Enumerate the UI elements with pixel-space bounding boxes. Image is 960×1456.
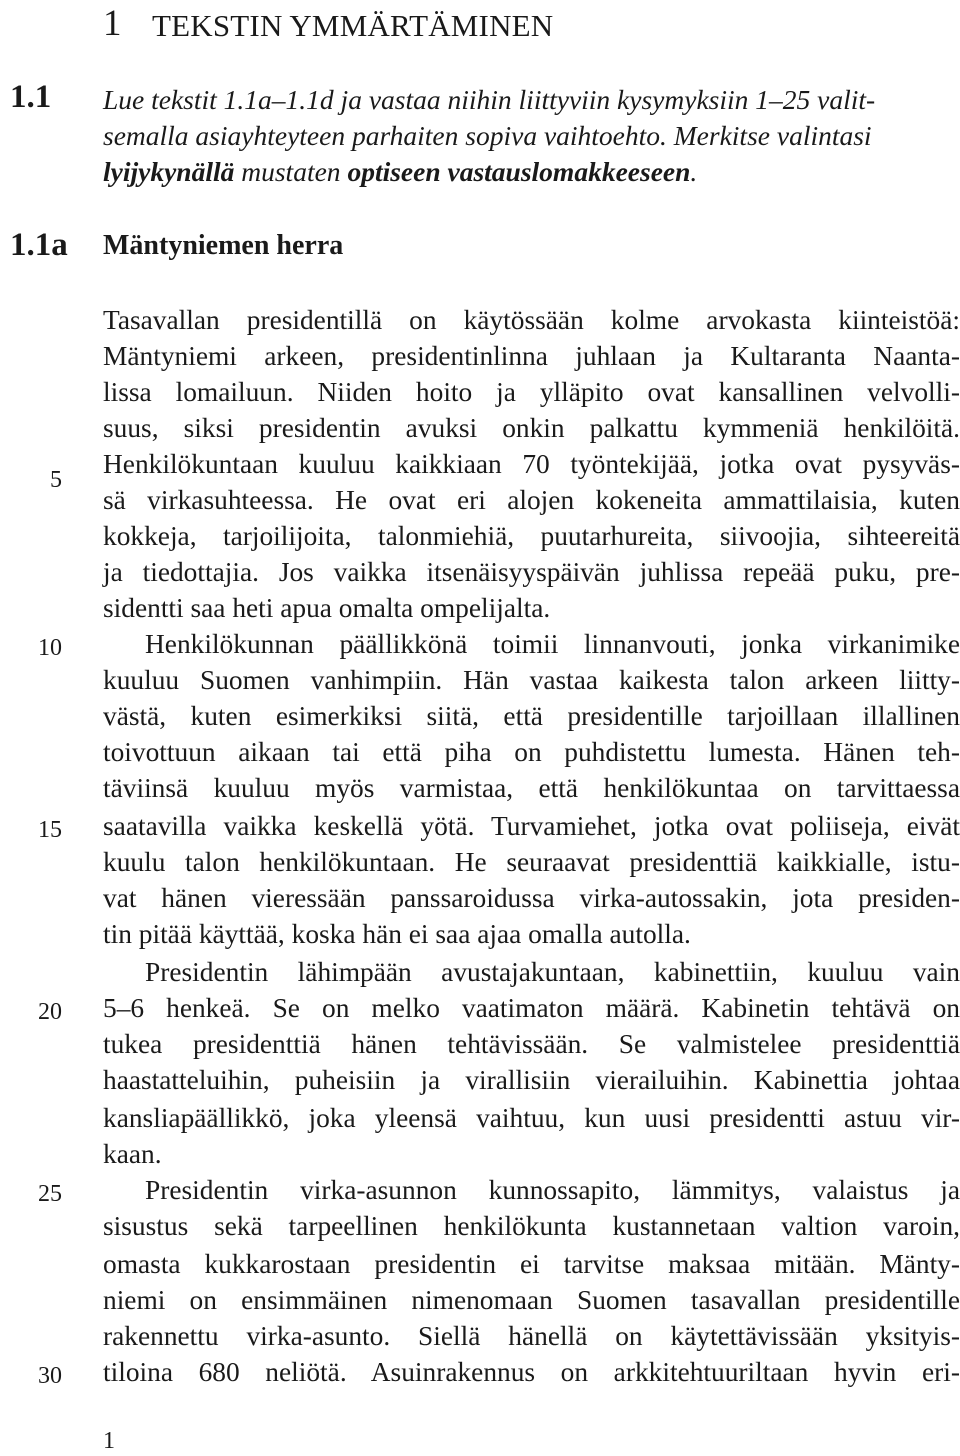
body-text-line: sisustus sekä tarpeellinen henkilökunta kustannetaan valtion varoin, [103, 1211, 960, 1241]
body-text-line: Henkilökuntaan kuuluu kaikkiaan 70 työntekijää, jotka ovat pysyväs- [103, 449, 960, 479]
body-text-line: omasta kukkarostaan presidentin ei tarvitse maksaa mitään. Mänty- [103, 1249, 960, 1279]
body-text-line: tin pitää käyttää, koska hän ei saa ajaa omalla autolla. [103, 919, 691, 949]
instruction-bold-form: optiseen vastauslomakkeeseen [347, 156, 691, 187]
section-label: 1.1a [10, 227, 68, 263]
body-text-line: tukea presidenttiä hänen tehtävissään. Se valmistelee presidenttiä [103, 1029, 960, 1059]
body-text-line: kokkeja, tarjoilijoita, talonmiehiä, puutarhureita, siivoojia, sihteereitä [103, 521, 960, 551]
body-text-line: kuulu talon henkilökuntaan. He seuraavat presidenttiä kaikkialle, istu- [103, 847, 960, 877]
body-text-line: ja tiedottajia. Jos vaikka itsenäisyyspäivän juhlissa repeää puku, pre- [103, 557, 960, 587]
chapter-title: TEKSTIN YMMÄRTÄMINEN [152, 8, 554, 43]
page-number: 1 [103, 1428, 115, 1454]
task-label: 1.1 [10, 79, 52, 115]
body-text-line: kansliapäällikkö, joka yleensä vaihtuu, kun uusi presidentti astuu vir- [103, 1103, 960, 1133]
body-text-line: suus, siksi presidentin avuksi onkin palkattu kymmeniä henkilöitä. [103, 413, 960, 443]
body-text-line: Henkilökunnan päällikkönä toimii linnanvouti, jonka virkanimike [145, 629, 960, 659]
line-number: 10 [38, 635, 62, 661]
instruction-bold-pencil: lyijykynällä [103, 156, 235, 187]
body-text-line: täviinsä kuuluu myös varmistaa, että henkilökuntaa on tarvittaessa [103, 773, 960, 803]
body-text-line: niemi on ensimmäinen nimenomaan Suomen tasavallan presidentille [103, 1285, 960, 1315]
body-text-line: Mäntyniemi arkeen, presidentinlinna juhlaan ja Kultaranta Naanta- [103, 341, 960, 371]
body-text-line: saatavilla vaikka keskellä yötä. Turvamiehet, jotka ovat poliiseja, eivät [103, 811, 960, 841]
body-text-line: haastatteluihin, puheisiin ja virallisiin vierailuihin. Kabinettia johtaa [103, 1065, 960, 1095]
line-number: 25 [38, 1181, 62, 1207]
line-number: 15 [38, 817, 62, 843]
line-number: 20 [38, 999, 62, 1025]
body-text-line: toivottuun aikaan tai että piha on puhdistettu lumesta. Hänen teh- [103, 737, 960, 767]
line-number: 30 [38, 1363, 62, 1389]
body-text-line: kaan. [103, 1139, 162, 1169]
line-number: 5 [50, 467, 62, 493]
body-text-line: vat hänen vieressään panssaroidussa virka-autossakin, jota presiden- [103, 883, 960, 913]
task-instruction-line: Lue tekstit 1.1a–1.1d ja vastaa niihin liittyviin kysymyksiin 1–25 valit- [103, 84, 876, 115]
body-text-line: 5–6 henkeä. Se on melko vaatimaton määrä. Kabinetin tehtävä on [103, 993, 960, 1023]
task-instruction-line [103, 154, 697, 190]
body-text-line: Tasavallan presidentillä on käytössään kolme arvokasta kiinteistöä: [103, 305, 960, 335]
body-text-line: rakennettu virka-asunto. Siellä hänellä on käytettävissään yksityis- [103, 1321, 960, 1351]
body-text-line: kuuluu Suomen vanhimpiin. Hän vastaa kaikesta talon arkeen liitty- [103, 665, 960, 695]
body-text-line: sä virkasuhteessa. He ovat eri alojen kokeneita ammattilaisia, kuten [103, 485, 960, 515]
section-title: Mäntyniemen herra [103, 230, 344, 261]
body-text-line: sidentti saa heti apua omalta ompelijalta. [103, 593, 551, 623]
chapter-number: 1 [103, 3, 122, 44]
instruction-end: . [690, 156, 698, 187]
body-text-line: Presidentin lähimpään avustajakuntaan, kabinettiin, kuuluu vain [145, 957, 960, 987]
instruction-plain: mustaten [234, 156, 348, 187]
task-instruction-line: semalla asiayhteyteen parhaiten sopiva vaihtoehto. Merkitse valintasi [103, 120, 872, 151]
body-text-line: lissa lomailuun. Niiden hoito ja ylläpito ovat kansallinen velvolli- [103, 377, 960, 407]
body-text-line: västä, kuten esimerkiksi siitä, että presidentille tarjoillaan illallinen [103, 701, 960, 731]
body-text-line: tiloina 680 neliötä. Asuinrakennus on arkkitehtuuriltaan hyvin eri- [103, 1357, 960, 1387]
body-text-line: Presidentin virka-asunnon kunnossapito, lämmitys, valaistus ja [145, 1175, 960, 1205]
